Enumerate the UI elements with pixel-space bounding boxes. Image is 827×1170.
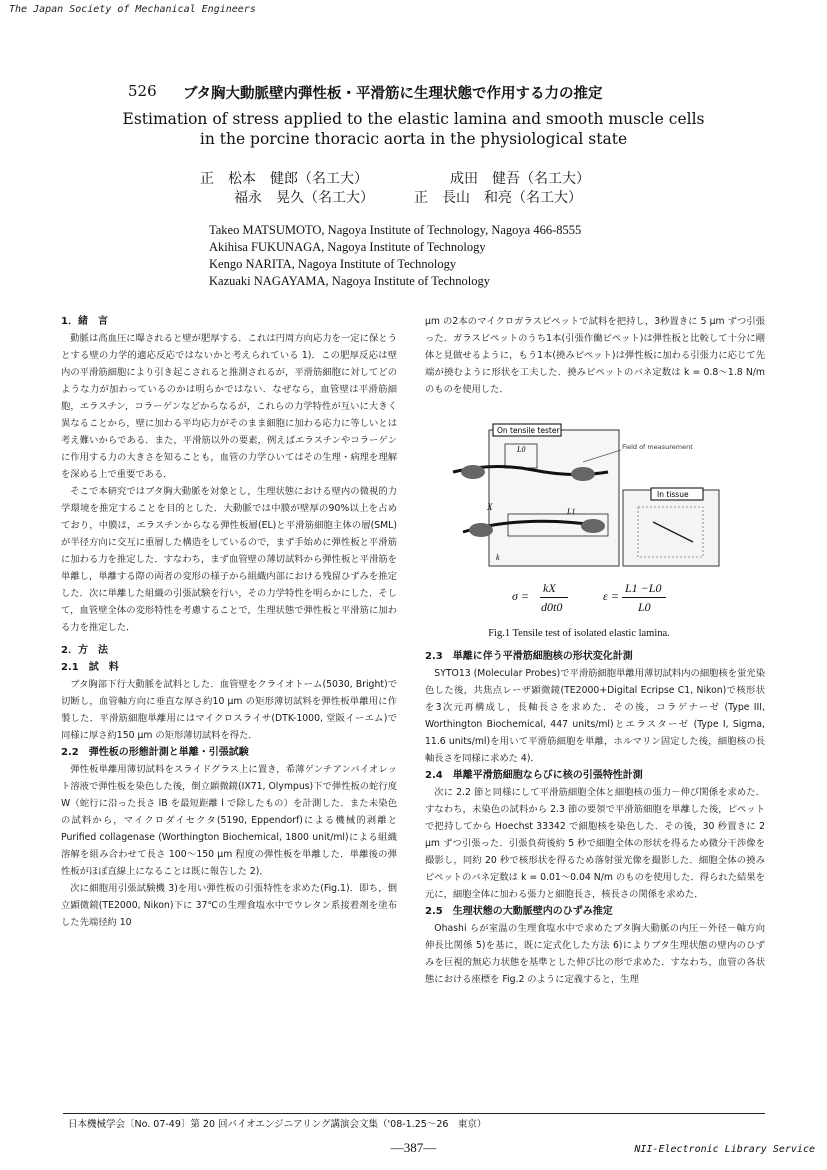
equation-eps-bar xyxy=(622,597,666,598)
equation-sigma-num: kX xyxy=(543,581,556,595)
section-1-para-2: そこで本研究ではブタ胸大動脈を対象とし，生理状態における壁内の微視的力学環境を推定することを目的とした．大動脈では中膜が壁厚の90%以上を占めており，中膜は，エラスチンからなる弾性板層(EL)と平滑筋細胞主体の層(SML)が半径方向に交互に重層した構造をしているので，まず手始めに弾性板と平滑筋に加わる力を推定した．すなわち，まず血管壁の薄切試料から弾性板と平滑筋を単離し，単離する際の両者の変形の様子から組織内部における残留ひずみを推定した．次に単離した組織の引張試験を行い，その力学特性を明らかにした．そして，血管壁全体の変形特性を考慮することで，生理状態で弾性板と平滑筋に加わる力を推定した． xyxy=(61,486,397,633)
section-2-4-para: 次に 2.2 節と同様にして平滑筋細胞全体と細胞核の張力－伸び関係を求めた．すなわち，未染色の試料から 2.3 節の要領で平滑筋細胞を単離した後，ピペットで把持してから Hoechst 33342 で細胞核を染色した．その後，30 秒置きに 2 μm ずつ引張った．引張負荷後約 5 秒で細胞全体の形状を得るため微分干渉像を撮影し，同約 20 秒で核形状を得るため落射蛍光像を撮影した．細胞全体の撓みピペットのバネ定数は k = 0.01～0.04 N/m のものを使用した．得られた結果を元に，細胞全体に加わる張力と細胞長さ，核長さの関係を求めた． xyxy=(425,787,765,900)
equation-sigma-den: d0t0 xyxy=(541,600,563,614)
label-on-tensile-tester: On tensile tester xyxy=(497,426,560,435)
footer-rule xyxy=(63,1113,765,1114)
section-1-para-1: 動脈は高血圧に曝されると壁が肥厚する．これは円周方向応力を一定に保とうとする壁の力学的適応反応ではないかと考えられている 1)．この肥厚反応は壁内の平滑筋細胞により引き起こされると推測されるが，平滑筋細胞に対してどのような力が加わっているのかは明らかではない．なぜなら，血管壁は平滑筋細胞，エラスチン，コラーゲンなどからなるが，これらの力学特性が互いに大きく異なることから，壁に加わる平均応力がそのまま細胞に加わる応力に等しいとは考え難いからである．また，平滑筋以外の要素，例えばエラスチンやコラーゲンに作用する力の大きさを知ることも，血管の力学ひいてはその生理・病理を理解を深める上で重要である． xyxy=(61,333,397,480)
section-2-3-para: SYTO13 (Molecular Probes)で平滑筋細胞単離用薄切試料内の細胞核を蛍光染色した後，共焦点レーザ顕微鏡(TE2000+Digital Ecripse C1, Nikon)で核形状を3次元再構成し，長軸長さを求めた．その後，コラゲナーゼ (Type III, Worthington Biochemical, 447 units/ml)とエラスターゼ (Type I, Sigma, 11.6 units/ml)を用いて平滑筋細胞を単離，ホルマリン固定した後，細胞核の長軸長さを同様に求めた 4)． xyxy=(425,668,765,764)
section-2-2-para-1: 弾性板単離用薄切試料をスライドグラス上に置き，希薄ゲンチアンバイオレット溶液で弾性板を染色した後，倒立顕微鏡(IX71, Olympus)下で弾性板の蛇行度 W（蛇行に沿った長さ lB を最短距離 l で除したもの）を計測した．また未染色の試料から，マイクロダイセクタ(5190, Eppendorf)による機械的剥離と Purified collagenase (Worthington Biochemical, 1800 unit/ml)による組織溶解を組み合わせて長さ 100～150 μm 程度の弾性板を単離した．単離後の弾性板がほぼ直線上になることは既に報告した 2)． xyxy=(61,764,397,877)
section-2-1-title: 2.1 試 料 xyxy=(61,662,119,673)
label-l0: L0 xyxy=(517,445,526,454)
label-field-of-measurement: Field of measurement xyxy=(622,443,693,451)
grip-left-lower xyxy=(469,523,493,537)
paper-number: 526 xyxy=(128,82,157,100)
section-2-4-title: 2.4 単離平滑筋細胞ならびに核の引張特性計測 xyxy=(425,770,643,781)
page-number: —387— xyxy=(390,1140,437,1155)
label-x: X xyxy=(487,502,493,512)
section-2-3-title: 2.3 単離に伴う平滑筋細胞核の形状変化計測 xyxy=(425,651,633,662)
section-1-title: 1．緒 言 xyxy=(61,316,108,327)
section-2-1-para: ブタ胸部下行大動脈を試料とした．血管壁をクライオトーム(5030, Bright)で切断し，血管軸方向に垂直な厚さ約10 μm の矩形薄切試料を弾性板単離用に作製した．平滑筋細胞単離用にはマイクロスライサ(DTK-1000, 堂阪イーエム)で同様に厚さ約150 μm の矩形薄切試料を得た． xyxy=(61,679,397,741)
right-column-top xyxy=(425,313,765,398)
affiliation-2: Akihisa FUKUNAGA, Nagoya Institute of Technology xyxy=(209,240,486,254)
section-2-5-title: 2.5 生理状態の大動脈壁内のひずみ推定 xyxy=(425,906,613,917)
grip-right-lower xyxy=(581,519,605,533)
tester-frame xyxy=(489,430,619,566)
label-in-tissue: In tissue xyxy=(657,490,689,499)
equation-eps-lhs: ε = xyxy=(603,589,619,603)
author-row2-right: 正 長山 和亮（名工大） xyxy=(414,190,582,206)
label-l1: L1 xyxy=(567,507,576,516)
section-2-2-para-2: 次に細胞用引張試験機 3)を用い弾性板の引張特性を求めた(Fig.1)．即ち，倒立顕微鏡(TE2000, Nikon)下に 37℃の生理食塩水中でウレタン系接着剤を塗布した先端径約 10 xyxy=(61,883,397,928)
affiliation-4: Kazuaki NAGAYAMA, Nagoya Institute of Technology xyxy=(209,274,491,288)
affiliation-1: Takeo MATSUMOTO, Nagoya Institute of Technology, Nagoya 466-8555 xyxy=(209,223,582,237)
grip-right-upper xyxy=(571,467,595,481)
section-2-title: 2．方 法 xyxy=(61,645,108,656)
author-row1-left: 正 松本 健郎（名工大） xyxy=(200,171,368,187)
author-row2-left: 福永 晃久（名工大） xyxy=(234,190,374,206)
right-top-para: μm の2本のマイクロガラスピペットで試料を把持し，3秒置きに 5 μm ずつ引張った．ガラスピペットのうち1本(引張作働ピペット)は弾性板と比較して十分に剛体と見做せるように，もう1本(撓みピペット)は弾性板に加わる引張力に応じて先端が撓むように形状を工夫した．撓みピペットのバネ定数は k = 0.8～1.8 N/m のものを使用した． xyxy=(425,316,765,395)
equation-sigma-lhs: σ = xyxy=(512,589,530,603)
society-header: The Japan Society of Mechanical Engineers xyxy=(9,4,256,15)
section-2-5-para: Ohashi らが室温の生理食塩水中で求めたブタ胸大動脈の内圧－外径－軸方向伸長比関係 5)を基に，既に定式化した方法 6)によりブタ生理状態の壁内のひずみを巨視的無応力状態を基準とした伸び比の形で求めた．すなわち，血管の各状態における座標を Fig.2 のように定義すると，生理 xyxy=(425,923,765,985)
grip-left-upper xyxy=(461,465,485,479)
section-2-2-title: 2.2 弾性板の形態計測と単離・引張試験 xyxy=(61,747,249,758)
label-k: k xyxy=(496,553,500,562)
title-english-line1: Estimation of stress applied to the elastic lamina and smooth muscle cells xyxy=(122,110,705,128)
title-japanese: ブタ胸大動脈壁内弾性板・平滑筋に生理状態で作用する力の推定 xyxy=(183,86,603,102)
title-english-line2: in the porcine thoracic aorta in the physiological state xyxy=(199,130,628,148)
author-row1-right: 成田 健吾（名工大） xyxy=(450,171,590,187)
left-column xyxy=(61,313,397,931)
nii-service-label: NII-Electronic Library Service xyxy=(634,1144,815,1155)
affiliation-3: Kengo NARITA, Nagoya Institute of Technology xyxy=(209,257,457,271)
figure-1-diagram xyxy=(433,422,725,570)
figure-1-caption: Fig.1 Tensile test of isolated elastic lamina. xyxy=(488,628,670,639)
footer-proceedings: 日本機械学会〔No. 07-49〕第 20 回バイオエンジニアリング講演会文集（'08-1.25～26 東京） xyxy=(68,1119,487,1130)
right-column-bottom xyxy=(425,648,765,988)
equation-eps-num: L1 −L0 xyxy=(625,581,662,595)
equation-eps-den: L0 xyxy=(638,600,651,614)
equation-sigma-bar xyxy=(540,597,568,598)
tissue-frame xyxy=(623,490,719,566)
